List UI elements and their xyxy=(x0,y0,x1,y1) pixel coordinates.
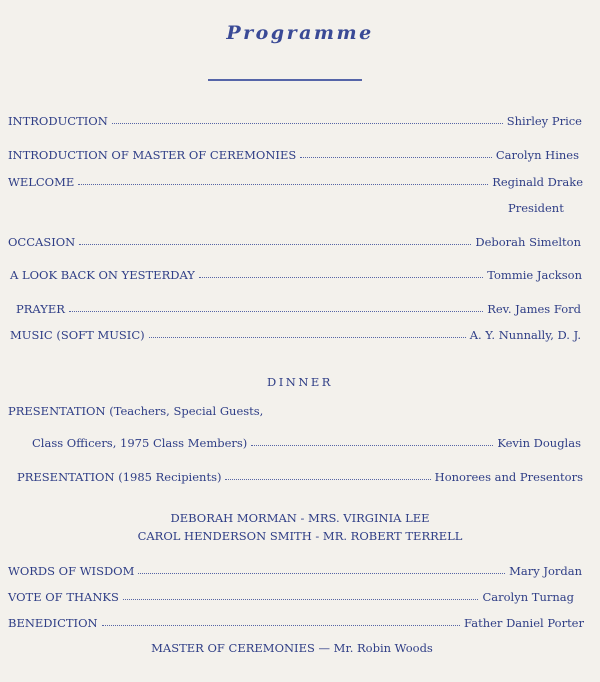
dot-leader xyxy=(78,183,488,185)
dot-leader xyxy=(138,572,505,574)
item-name: Mary Jordan xyxy=(509,564,582,578)
item-name: Kevin Douglas xyxy=(497,436,581,450)
programme-item xyxy=(8,114,582,128)
dot-leader xyxy=(102,624,460,626)
item-label: A LOOK BACK ON YESTERDAY xyxy=(10,268,195,282)
item-name: Carolyn Hines xyxy=(495,148,579,162)
dot-leader xyxy=(251,444,493,446)
dot-leader xyxy=(123,598,479,600)
programme-item xyxy=(8,616,584,630)
item-name: Father Daniel Porter xyxy=(464,616,584,630)
programme-item xyxy=(8,175,583,189)
item-name: Reginald Drake xyxy=(492,175,583,189)
honoree-pair: CAROL HENDERSON SMITH - MR. ROBERT TERRELL xyxy=(137,529,463,543)
item-name: Carolyn Turnag xyxy=(482,590,574,604)
dot-leader xyxy=(69,310,483,312)
item-label: WORDS OF WISDOM xyxy=(8,564,135,578)
item-name: A. Y. Nunnally, D. J. xyxy=(469,328,581,342)
item-label: PRAYER xyxy=(16,302,65,316)
dinner-heading: DINNER xyxy=(267,375,333,389)
honoree-pair: DEBORAH MORMAN - MRS. VIRGINIA LEE xyxy=(170,511,430,525)
item-name: Tommie Jackson xyxy=(487,268,582,282)
page-title: Programme xyxy=(226,22,374,44)
dot-leader xyxy=(199,276,483,278)
dot-leader xyxy=(79,243,471,245)
dot-leader xyxy=(112,122,503,124)
item-label: WELCOME xyxy=(8,175,75,189)
dot-leader xyxy=(225,478,430,480)
programme-item xyxy=(10,268,582,282)
title-underline xyxy=(208,79,362,81)
item-name: Deborah Simelton xyxy=(475,235,581,249)
item-label: PRESENTATION (1985 Recipients) xyxy=(17,470,222,484)
presentation-label-line1: PRESENTATION (Teachers, Special Guests, xyxy=(8,404,264,418)
item-label: INTRODUCTION xyxy=(8,114,108,128)
programme-item xyxy=(8,148,579,162)
item-label: INTRODUCTION OF MASTER OF CEREMONIES xyxy=(8,148,297,162)
item-name-title: President xyxy=(508,201,564,215)
programme-item xyxy=(8,590,574,604)
master-of-ceremonies: MASTER OF CEREMONIES — Mr. Robin Woods xyxy=(151,641,433,655)
programme-item xyxy=(8,235,581,249)
dot-leader xyxy=(149,336,466,338)
programme-item xyxy=(32,436,581,450)
item-name: Honorees and Presentors xyxy=(434,470,583,484)
item-label: BENEDICTION xyxy=(8,616,98,630)
item-label: VOTE OF THANKS xyxy=(8,590,119,604)
programme-item xyxy=(8,564,582,578)
programme-item xyxy=(16,302,581,316)
item-name: Rev. James Ford xyxy=(487,302,581,316)
programme-item xyxy=(10,328,581,342)
dot-leader xyxy=(300,156,492,158)
item-label: MUSIC (SOFT MUSIC) xyxy=(10,328,145,342)
item-label: OCCASION xyxy=(8,235,76,249)
programme-item xyxy=(17,470,583,484)
item-name: Shirley Price xyxy=(506,114,582,128)
item-label: Class Officers, 1975 Class Members) xyxy=(32,436,248,450)
